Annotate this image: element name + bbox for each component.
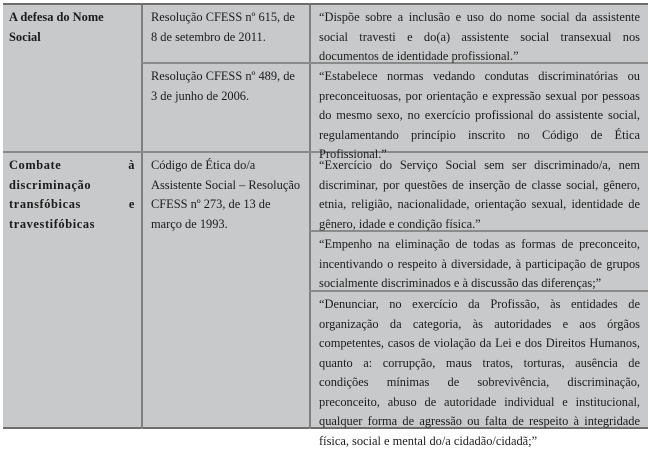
quote-text: “Dispõe sobre a inclusão e uso do nome social da assistente social travesti e do(a) assistente social transexual nos documentos de identidade profissional.” [319, 10, 640, 63]
reference-cell [143, 153, 309, 429]
reference-text: Resolução CFESS nº 615, de 8 de setembro de 2011. [151, 10, 295, 44]
theme-cell [3, 5, 141, 151]
reference-cell [143, 64, 309, 151]
theme-label: Combate à discriminação transfóbicas e travestifóbicas [9, 158, 135, 231]
quote-text: “Exercício do Serviço Social sem ser discriminado/a, nem discriminar, por questões de inserção de classe social, gênero, etnia, religião, nacionalidade, orientação sexual, identidade de gênero, idade e condição física.” [319, 158, 640, 231]
quote-cell [311, 153, 648, 230]
quote-text: “Denunciar, no exercício da Profissão, às entidades de organização da categoria, às autoridades e aos órgãos competentes, casos de violação da Lei e dos Direitos Humanos, quanto a: corrupção, maus tratos, torturas, ausência de condições mínimas de sobrevivência, discriminação, preconceito, abuso de autoridade individual e institucional, qualquer forma de agressão ou falta de respeito à integridade física, social e mental do/a cidadão/cidadã;” [319, 297, 640, 448]
quote-text: “Empenho na eliminação de todas as formas de preconceito, incentivando o respeito à diversidade, à participação de grupos socialmente discriminados e à discussão das diferenças;” [319, 237, 640, 290]
quote-text: “Estabelece normas vedando condutas discriminatórias ou preconceituosas, por orientação e expressão sexual por pessoas do mesmo sexo, no exercício profissional do assistente social, regulamentando princípio inscrito no Código de Ética Profissional.” [319, 69, 640, 161]
quote-cell [311, 64, 648, 161]
quote-cell [311, 292, 648, 448]
reference-cell [143, 5, 309, 62]
theme-cell [3, 153, 141, 429]
theme-label: A defesa do Nome Social [9, 10, 104, 44]
reference-text: Resolução CFESS nº 489, de 3 de junho de 2006. [151, 69, 295, 103]
reference-text: Código de Ética do/a Assistente Social – Resolução CFESS nº 273, de 13 de março de 1993. [151, 158, 301, 231]
legislation-table [3, 3, 648, 448]
quote-cell [311, 5, 648, 62]
quote-cell [311, 232, 648, 290]
